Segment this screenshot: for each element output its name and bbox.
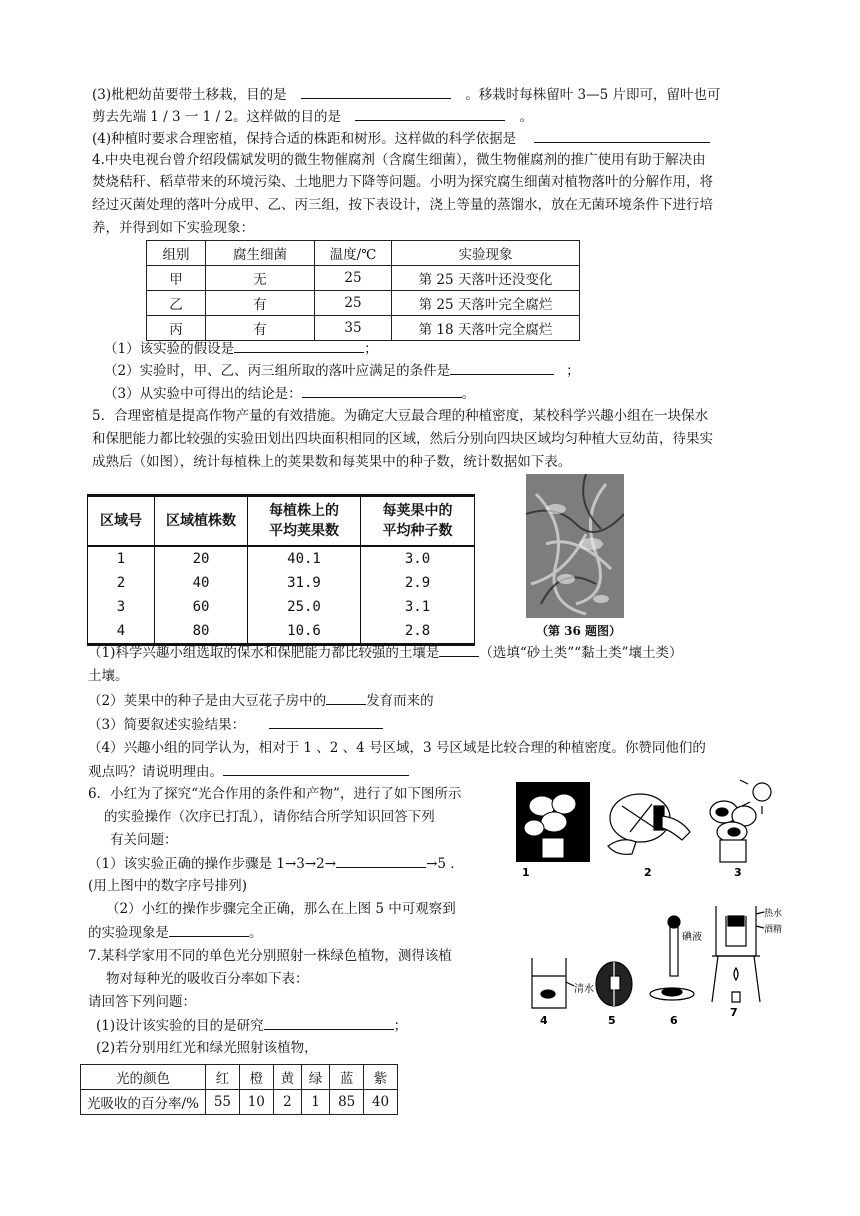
q5-blank-4[interactable] xyxy=(223,761,409,776)
svg-text:碘液: 碘液 xyxy=(682,932,702,943)
q5-blank-3[interactable] xyxy=(269,714,383,729)
q3-blank-1[interactable] xyxy=(301,84,451,99)
q4-table-header: 组别 腐生细菌 温度/℃ 实验现象 xyxy=(147,241,580,266)
q7-line-5: (2)若分别用红光和绿光照射该植物， xyxy=(96,1040,318,1056)
q6-line-2: 的实验操作（次序已打乱），请你结合所学知识回答下列 xyxy=(104,809,435,825)
svg-text:5: 5 xyxy=(608,1014,616,1027)
step-7-water-bath-alcohol xyxy=(712,906,764,1002)
photo-caption: （第 36 题图） xyxy=(536,624,622,638)
q6-line-6: （2）小红的操作步骤完全正确，那么在上图 5 中可观察到 xyxy=(106,901,456,917)
table-row: 甲 无 25 第 25 天落叶还没变化 xyxy=(147,266,580,291)
q5-table xyxy=(87,494,475,646)
svg-text:4: 4 xyxy=(540,1014,548,1027)
q6-line-4: （1）该实验正确的操作步骤是 1→3→2→ →5 ． xyxy=(88,853,464,874)
q4-intro-1: 4.中央电视台曾介绍段儒斌发明的微生物催腐剂（含腐生细菌），微生物催腐剂的推广使用有助于解决由 xyxy=(92,152,706,168)
svg-text:酒精: 酒精 xyxy=(764,925,783,935)
q6-line-3: 有关问题： xyxy=(110,832,178,848)
q4-blank-2[interactable] xyxy=(450,360,554,375)
svg-text:6: 6 xyxy=(670,1014,678,1027)
table-row: 乙 有 25 第 25 天落叶完全腐烂 xyxy=(147,291,580,316)
q4-blank-1[interactable] xyxy=(234,338,364,353)
q4-intro-3: 经过灭菌处理的落叶分成甲、乙、丙三组，按下表设计，浇上等量的蒸馏水，放在无菌环境条件下进行培 xyxy=(92,197,713,213)
q5-table-header: 区域号 区域植株数 每植株上的 平均荚果数 每荚果中的 平均种子数 xyxy=(88,496,475,547)
table-row: 光吸收的百分率/% 55 10 2 1 85 40 xyxy=(81,1090,398,1115)
q6-line-1: 6．小红为了探究“光合作用的条件和产物”，进行了如下图所示 xyxy=(88,786,462,802)
q5-sub-2: （2）荚果中的种子是由大豆花子房中的 发育而来的 xyxy=(88,690,434,711)
q4-sub-1: （1）该实验的假设是 ； xyxy=(104,338,378,359)
svg-text:热水: 热水 xyxy=(764,909,783,919)
q4-sub-3: （3）从实验中可得出的结论是： 。 xyxy=(104,383,475,404)
step-6-iodine-dropper xyxy=(650,916,694,1000)
q3-blank-3[interactable] xyxy=(534,128,710,143)
step-4-beaker-water xyxy=(532,958,574,1008)
svg-text:7: 7 xyxy=(730,1006,738,1019)
q5-sub-4-cont: 观点吗？请说明理由。 xyxy=(88,761,409,782)
q7-line-3: 请回答下列问题： xyxy=(88,994,196,1010)
q4-intro-4: 养，并得到如下实验现象： xyxy=(92,220,254,236)
q7-blank-1[interactable] xyxy=(264,1015,394,1030)
svg-text:2: 2 xyxy=(644,866,652,879)
q5-intro-3: 成熟后（如图），统计每植株上的荚果数和每荚果中的种子数，统计数据如下表。 xyxy=(92,454,572,470)
soybean-plant-photo xyxy=(526,474,624,618)
q4-table xyxy=(146,240,580,341)
q4-sub-2: （2）实验时，甲、乙、丙三组所取的落叶应满足的条件是 ； xyxy=(104,360,580,381)
q5-blank-2[interactable] xyxy=(326,690,366,705)
step-1-dark-box-plant xyxy=(516,782,590,862)
q7-line-2: 物对每种光的吸收百分率如下表： xyxy=(106,971,309,987)
table-row: 2 40 31.9 2.9 xyxy=(88,571,475,595)
step-5-stained-leaf xyxy=(596,962,632,1006)
table-row: 丙 有 35 第 18 天落叶完全腐烂 xyxy=(147,316,580,341)
q5-intro-2: 和保肥能力都比较强的实验田划出四块面积相同的区域，然后分别向四块区域均匀种植大豆幼苗，待果实 xyxy=(92,431,713,447)
q4-blank-3[interactable] xyxy=(302,383,462,398)
q5-sub-4: （4）兴趣小组的同学认为，相对于 1 、2 、4 号区域，3 号区域是比较合理的种植密度。你赞同他们的 xyxy=(88,740,706,756)
q7-line-1: 7.某科学家用不同的单色光分别照射一株绿色植物，测得该植 xyxy=(88,948,452,964)
q5-intro-1: 5．合理密植是提高作物产量的有效措施。为确定大豆最合理的种植密度，某校科学兴趣小组在一块保水 xyxy=(92,408,709,424)
q3-line2: 剪去先端 1 / 3 一 1 / 2。这样做的目的是 。 xyxy=(92,106,533,127)
q5-sub-1: （1)科学兴趣小组选取的保水和保肥能力都比较强的土壤是 （选填“砂土类”“黏土类”壤土类） xyxy=(88,642,682,663)
photosynthesis-experiment-figure xyxy=(512,776,784,1028)
table-row: 3 60 25.0 3.1 xyxy=(88,595,475,619)
q3-blank-2[interactable] xyxy=(355,106,505,121)
svg-text:1: 1 xyxy=(522,866,530,879)
soybean-photo-texture xyxy=(526,474,624,618)
q7-light-table xyxy=(80,1064,398,1115)
q3-line3: (4)种植时要求合理密植，保持合适的株距和树形。这样做的科学依据是 xyxy=(92,128,710,149)
q4-intro-2: 焚烧秸秆、稻草带来的环境污染、土地肥力下降等问题。小明为探究腐生细菌对植物落叶的分解作用，将 xyxy=(92,174,713,190)
q5-blank-1[interactable] xyxy=(439,642,479,657)
q6-blank-2[interactable] xyxy=(169,922,249,937)
q6-blank-1[interactable] xyxy=(336,853,426,868)
step-2-cover-leaf xyxy=(608,794,690,854)
q6-line-7: 的实验现象是 。 xyxy=(88,922,263,943)
q6-line-5: (用上图中的数字序号排列) xyxy=(88,878,248,894)
table-row: 光的颜色 红 橙 黄 绿 蓝 紫 xyxy=(81,1065,398,1090)
svg-text:3: 3 xyxy=(734,866,742,879)
table-row: 1 20 40.1 3.0 xyxy=(88,546,475,571)
step-3-plant-in-sunlight xyxy=(710,780,771,862)
q7-line-4: (1)设计该实验的目的是研究 ； xyxy=(96,1015,407,1036)
q3-line1: (3)枇杷幼苗要带土移栽，目的是 。移栽时每株留叶 3—5 片即可，留叶也可 xyxy=(92,84,720,105)
q5-sub-1-cont: 土壤。 xyxy=(88,668,129,684)
q5-sub-3: （3）简要叙述实验结果： xyxy=(88,714,383,735)
table-row: 4 80 10.6 2.8 xyxy=(88,619,475,645)
svg-text:清水: 清水 xyxy=(574,984,594,995)
